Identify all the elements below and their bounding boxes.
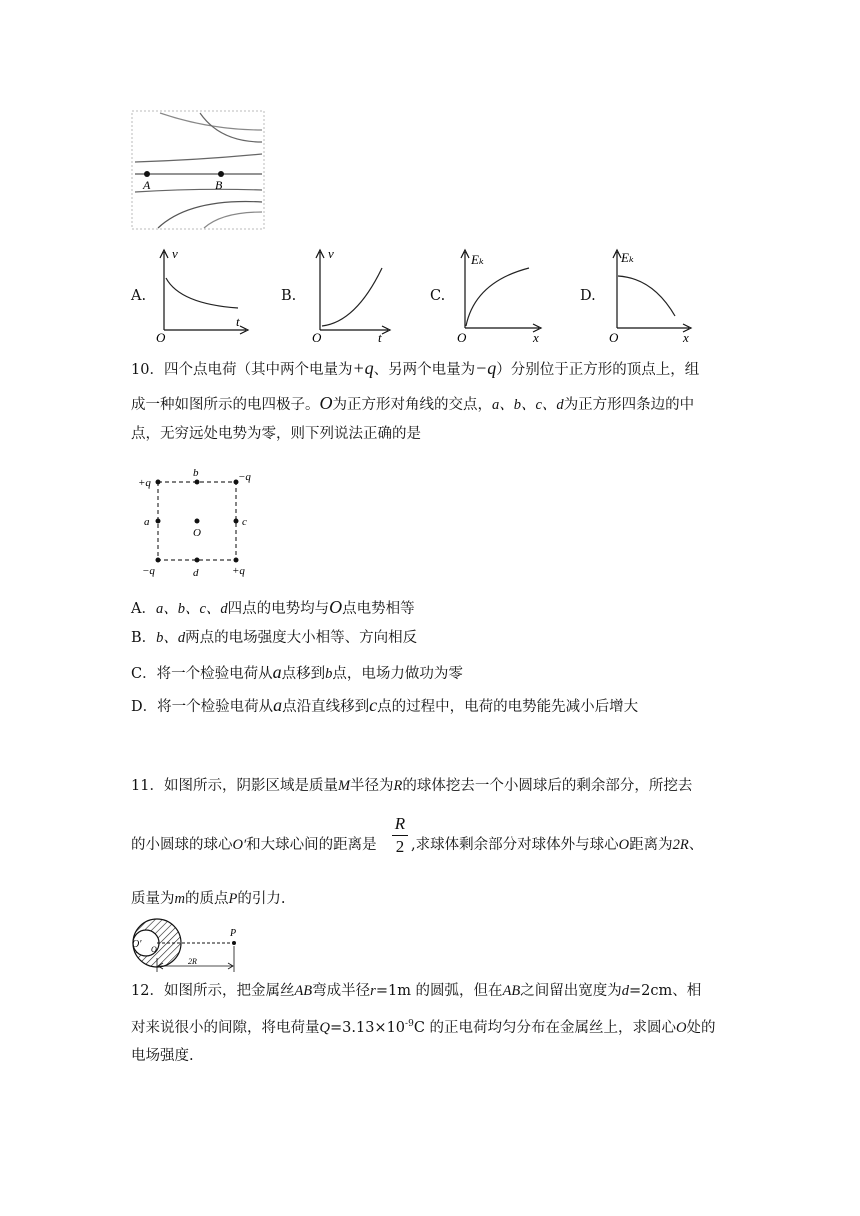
q12-line-3: 电场强度. <box>131 1048 194 1064</box>
option-b-graph <box>306 242 396 344</box>
option-c-letter: C. <box>430 288 446 304</box>
option-c-graph <box>453 242 548 344</box>
q10-option-a: A．a、b、c、d四点的电势均与O点电势相等 <box>131 597 415 617</box>
x-axis-label: t <box>236 314 240 329</box>
field-line <box>135 189 262 192</box>
y-axis-label: v <box>328 246 334 261</box>
q10-option-d: D．将一个检验电荷从a点沿直线移到c点的过程中，电荷的电势能先减小后增大 <box>131 695 639 715</box>
center-o-label: O <box>151 945 157 954</box>
fraction-r-over-2 <box>392 814 408 857</box>
bottom-left-charge: −q <box>142 565 155 577</box>
fraction-numerator: R <box>394 814 406 833</box>
point-p-dot <box>232 941 236 945</box>
q12-line-1: 12．如图所示，把金属丝AB弯成半径r=1m 的圆弧，但在AB之间留出宽度为d=2cm、相 <box>131 983 702 999</box>
field-line <box>135 154 262 162</box>
curve <box>166 278 238 308</box>
cavity-center-label: O′ <box>132 939 142 950</box>
origin-label: O <box>312 330 322 344</box>
point-b-dot <box>218 171 224 177</box>
q10-line-1: 10．四个点电荷（其中两个电量为+q、另两个电量为−q）分别位于正方形的顶点上，组 <box>131 358 700 378</box>
hollow-sphere-figure <box>128 918 244 974</box>
distance-label: 2R <box>188 957 197 966</box>
quadrupole-figure <box>130 462 260 580</box>
origin-label: O <box>156 330 166 344</box>
y-axis-label: Eₖ <box>621 250 634 265</box>
q11-line-3: 质量为m的质点P的引力. <box>131 891 286 907</box>
field-line <box>204 212 262 228</box>
curve <box>322 268 382 326</box>
option-a-letter: A. <box>131 288 147 304</box>
point-a-label: a <box>144 516 150 528</box>
x-axis-label: x <box>683 330 689 344</box>
center-o-label: O <box>193 527 201 539</box>
q12-line-2: 对来说很小的间隙，将电荷量$Q=3.13\times 10^{-9}C$ 的正电荷均匀分布在金属丝上，求圆心O处的 <box>131 1019 716 1036</box>
option-b-letter: B. <box>281 288 297 304</box>
point-a-label: A <box>143 178 151 192</box>
q10-line-2: 成一种如图所示的电四极子。O为正方形对角线的交点，a、b、c、d为正方形四条边的中 <box>131 393 695 413</box>
point-c-label: c <box>242 516 247 528</box>
q11-line-1: 11．如图所示，阴影区域是质量M半径为R的球体挖去一个小圆球后的剩余部分，所挖去 <box>131 778 693 794</box>
origin-label: O <box>457 330 467 344</box>
origin-label: O <box>609 330 619 344</box>
q11-line-2-cont: ,求球体剩余部分对球体外与球心O距离为2R、 <box>411 837 704 853</box>
top-right-charge: −q <box>238 471 251 483</box>
top-left-charge: +q <box>138 477 151 489</box>
field-lines-figure <box>130 108 270 234</box>
option-d-graph <box>603 242 698 344</box>
q10-line-3: 点，无穷远处电势为零，则下列说法正确的是 <box>131 426 421 442</box>
field-line <box>160 113 262 130</box>
y-axis-label: v <box>172 246 178 261</box>
point-d-label: d <box>193 567 199 579</box>
curve <box>618 276 675 316</box>
q10-option-b: B．b、d两点的电场强度大小相等、方向相反 <box>131 630 418 646</box>
point-b-label: b <box>193 467 199 479</box>
figure-border <box>132 111 264 229</box>
point-b-label: B <box>215 178 223 192</box>
bottom-right-charge: +q <box>232 565 245 577</box>
curve <box>466 268 529 326</box>
y-axis-label: Eₖ <box>471 252 484 267</box>
q10-option-c: C．将一个检验电荷从a点移到b点，电场力做功为零 <box>131 662 463 682</box>
point-p-label: P <box>230 928 237 939</box>
fraction-denominator: 2 <box>395 837 405 856</box>
q11-line-2: 的小圆球的球心O′和大球心间的距离是 <box>131 837 377 853</box>
fraction-bar <box>392 835 408 836</box>
option-a-graph <box>150 242 255 344</box>
x-axis-label: x <box>533 330 539 344</box>
point-a-dot <box>144 171 150 177</box>
x-axis-label: t <box>378 330 382 344</box>
option-d-letter: D. <box>580 288 596 304</box>
field-line <box>200 113 262 142</box>
